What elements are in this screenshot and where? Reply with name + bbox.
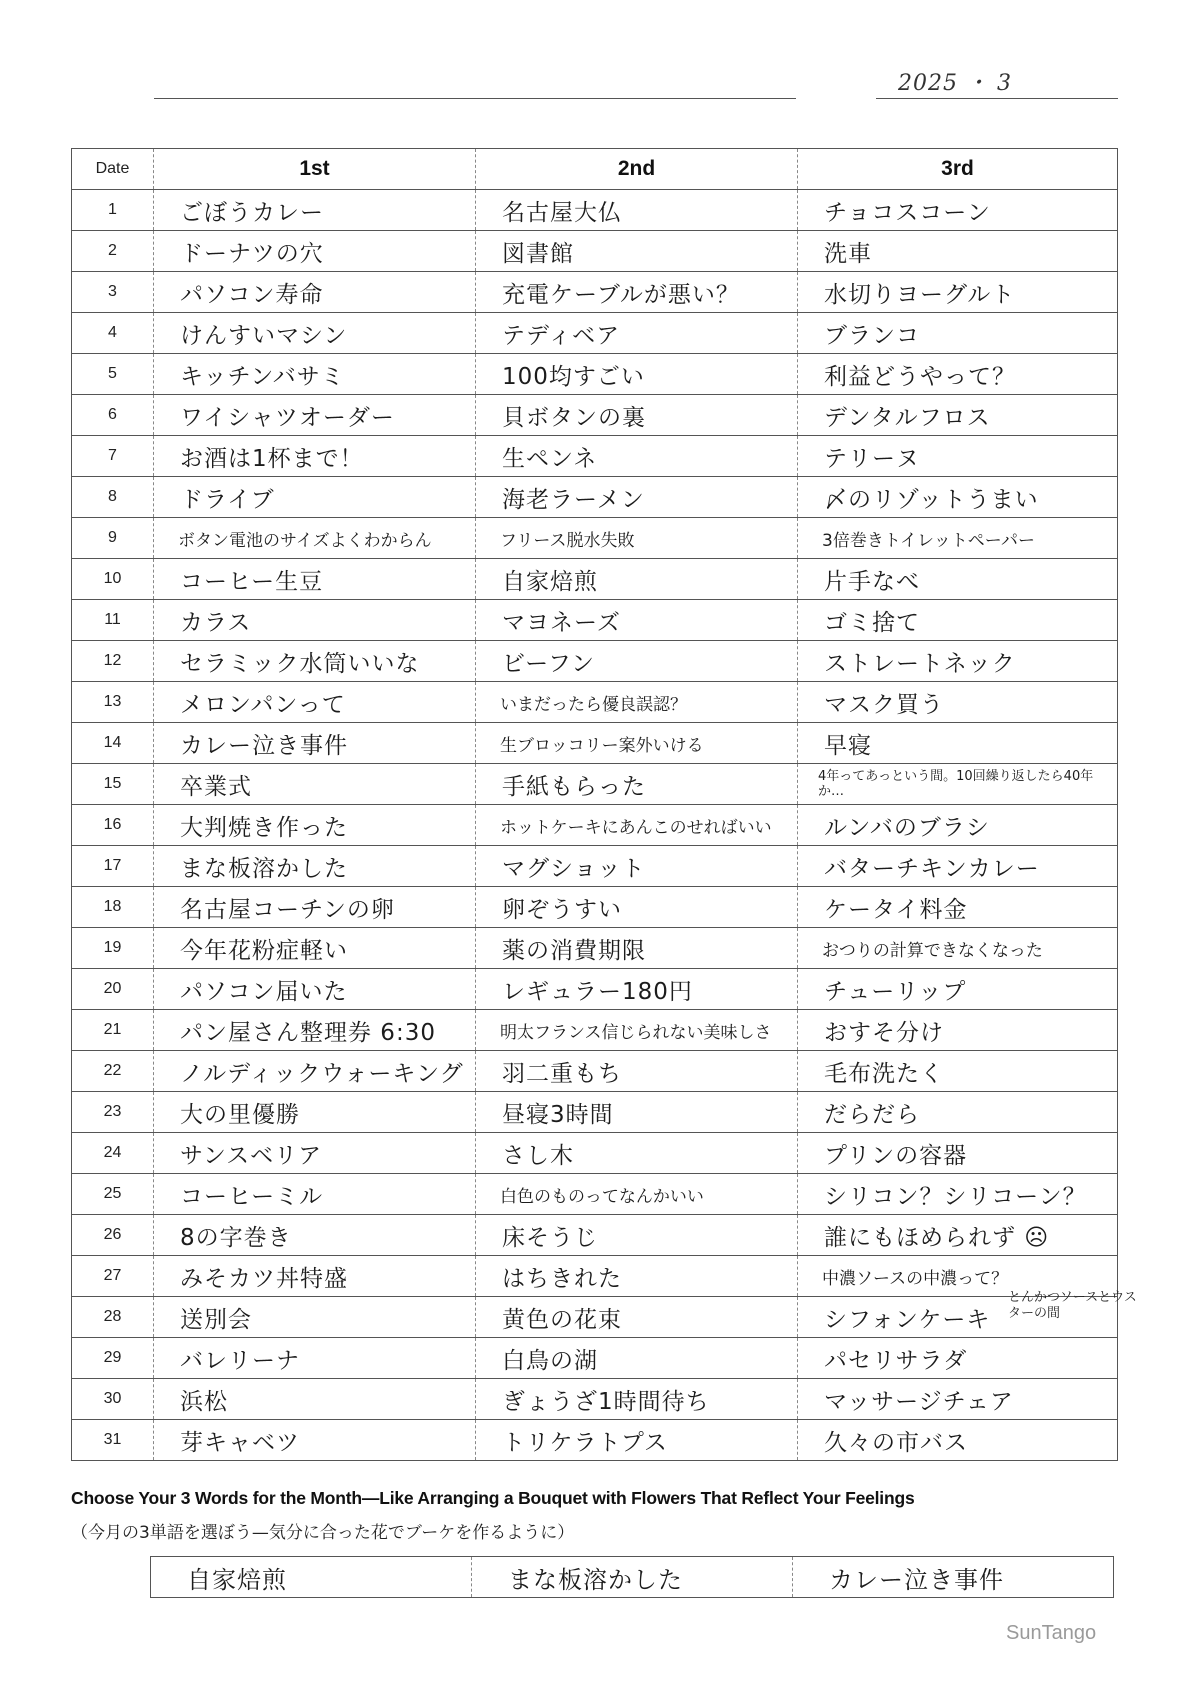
entry-1st[interactable]: パン屋さん整理券 6:30: [154, 1010, 476, 1051]
bouquet-title: Choose Your 3 Words for the Month—Like Arranging a Bouquet with Flowers That Reflect Your Feelings: [71, 1488, 915, 1508]
entry-1st[interactable]: 芽キャベツ: [154, 1420, 476, 1461]
date-cell: 31: [72, 1420, 154, 1461]
date-cell: 25: [72, 1174, 154, 1215]
date-cell: 16: [72, 805, 154, 846]
row-27-annotation: とんかつソースとウスターの間: [1008, 1290, 1137, 1321]
table-row: [72, 928, 1118, 969]
table-row: [72, 1051, 1118, 1092]
table-row: [72, 723, 1118, 764]
table-row: [72, 1379, 1118, 1420]
date-cell: 26: [72, 1215, 154, 1256]
column-header-2nd: 2nd: [476, 149, 798, 190]
date-cell: 29: [72, 1338, 154, 1379]
entry-2nd[interactable]: さし木: [476, 1133, 798, 1174]
entry-3rd[interactable]: マスク買う: [798, 682, 1118, 723]
table-row: [72, 190, 1118, 231]
column-header-3rd: 3rd: [798, 149, 1118, 190]
entry-3rd[interactable]: 水切りヨーグルト: [798, 272, 1118, 313]
column-header-date: Date: [72, 149, 154, 190]
entry-2nd[interactable]: 羽二重もち: [476, 1051, 798, 1092]
title-line: [154, 98, 796, 99]
entry-3rd[interactable]: 久々の市バス: [798, 1420, 1118, 1461]
entry-2nd[interactable]: 白色のものってなんかいい: [476, 1174, 798, 1215]
entry-2nd[interactable]: 床そうじ: [476, 1215, 798, 1256]
date-cell: 30: [72, 1379, 154, 1420]
entry-3rd[interactable]: 3倍巻きトイレットペーパー: [798, 518, 1118, 559]
entry-1st[interactable]: ドーナツの穴: [154, 231, 476, 272]
entry-1st[interactable]: ドライブ: [154, 477, 476, 518]
table-row: [72, 313, 1118, 354]
entry-3rd[interactable]: ストレートネック: [798, 641, 1118, 682]
entry-1st[interactable]: カラス: [154, 600, 476, 641]
entry-2nd[interactable]: レギュラー180円: [476, 969, 798, 1010]
entry-1st[interactable]: バレリーナ: [154, 1338, 476, 1379]
entry-1st[interactable]: コーヒーミル: [154, 1174, 476, 1215]
entry-1st[interactable]: コーヒー生豆: [154, 559, 476, 600]
entry-3rd[interactable]: 中濃ソースの中濃って？: [798, 1256, 1118, 1297]
entry-3rd[interactable]: シフォンケーキ: [798, 1297, 1118, 1338]
entry-2nd[interactable]: 生ブロッコリー案外いける: [476, 723, 798, 764]
entry-3rd[interactable]: おすそ分け: [798, 1010, 1118, 1051]
entry-3rd[interactable]: 〆のリゾットうまい: [798, 477, 1118, 518]
table-row: [72, 559, 1118, 600]
entry-1st[interactable]: 卒業式: [154, 764, 476, 805]
entry-1st[interactable]: みそカツ丼特盛: [154, 1256, 476, 1297]
entry-2nd[interactable]: はちきれた: [476, 1256, 798, 1297]
entry-1st[interactable]: 浜松: [154, 1379, 476, 1420]
entry-2nd[interactable]: テディベア: [476, 313, 798, 354]
bouquet-subtitle: （今月の3単語を選ぼう—気分に合った花でブーケを作るように）: [71, 1523, 575, 1543]
entry-1st[interactable]: 今年花粉症軽い: [154, 928, 476, 969]
entry-1st[interactable]: 大判焼き作った: [154, 805, 476, 846]
month-label: 2025 ・ 3: [898, 71, 1012, 96]
table-row: [72, 1133, 1118, 1174]
table-row: [72, 887, 1118, 928]
entry-1st[interactable]: まな板溶かした: [154, 846, 476, 887]
date-cell: 7: [72, 436, 154, 477]
entry-1st[interactable]: けんすいマシン: [154, 313, 476, 354]
date-cell: 1: [72, 190, 154, 231]
entry-2nd[interactable]: ビーフン: [476, 641, 798, 682]
entry-3rd[interactable]: テリーヌ: [798, 436, 1118, 477]
table-row: [72, 354, 1118, 395]
table-row: [72, 1338, 1118, 1379]
table-row: [72, 1420, 1118, 1461]
entry-1st[interactable]: お酒は1杯まで！: [154, 436, 476, 477]
date-cell: 15: [72, 764, 154, 805]
entry-1st[interactable]: ごぼうカレー: [154, 190, 476, 231]
table-row: [72, 518, 1118, 559]
table-row: [72, 1092, 1118, 1133]
entry-1st[interactable]: サンスベリア: [154, 1133, 476, 1174]
table-row: [72, 682, 1118, 723]
entry-2nd[interactable]: 充電ケーブルが悪い？: [476, 272, 798, 313]
table-row: [72, 1174, 1118, 1215]
entry-2nd[interactable]: 卵ぞうすい: [476, 887, 798, 928]
date-cell: 13: [72, 682, 154, 723]
entry-2nd[interactable]: ぎょうざ1時間待ち: [476, 1379, 798, 1420]
entry-3rd[interactable]: 早寝: [798, 723, 1118, 764]
date-cell: 12: [72, 641, 154, 682]
date-cell: 6: [72, 395, 154, 436]
date-cell: 27: [72, 1256, 154, 1297]
entry-2nd[interactable]: 白鳥の湖: [476, 1338, 798, 1379]
table-row: [72, 1215, 1118, 1256]
entry-2nd[interactable]: 薬の消費期限: [476, 928, 798, 969]
entry-1st[interactable]: ノルディックウォーキング: [154, 1051, 476, 1092]
table-row: [72, 395, 1118, 436]
entry-2nd[interactable]: 海老ラーメン: [476, 477, 798, 518]
entry-1st[interactable]: カレー泣き事件: [154, 723, 476, 764]
entry-2nd[interactable]: ホットケーキにあんこのせればいい: [476, 805, 798, 846]
entry-2nd[interactable]: 明太フランス信じられない美味しさ: [476, 1010, 798, 1051]
entry-2nd[interactable]: 貝ボタンの裏: [476, 395, 798, 436]
month-line: [876, 98, 1118, 99]
table-row: [72, 231, 1118, 272]
entry-3rd[interactable]: チョコスコーン: [798, 190, 1118, 231]
entry-3rd[interactable]: パセリサラダ: [798, 1338, 1118, 1379]
journal-body: [72, 190, 1118, 1461]
entry-1st[interactable]: 8の字巻き: [154, 1215, 476, 1256]
bouquet-words: [150, 1556, 1114, 1598]
entry-2nd[interactable]: マヨネーズ: [476, 600, 798, 641]
table-row: [72, 805, 1118, 846]
date-cell: 11: [72, 600, 154, 641]
entry-3rd[interactable]: デンタルフロス: [798, 395, 1118, 436]
entry-3rd[interactable]: 誰にもほめられず ☹: [798, 1215, 1118, 1256]
table-row: [72, 641, 1118, 682]
table-row: [72, 969, 1118, 1010]
entry-3rd[interactable]: ルンバのブラシ: [798, 805, 1118, 846]
entry-3rd[interactable]: ゴミ捨て: [798, 600, 1118, 641]
entry-2nd[interactable]: 自家焙煎: [476, 559, 798, 600]
entry-2nd[interactable]: マグショット: [476, 846, 798, 887]
entry-1st[interactable]: 大の里優勝: [154, 1092, 476, 1133]
brand-logo: SunTango: [1006, 1622, 1097, 1644]
entry-3rd[interactable]: 洗車: [798, 231, 1118, 272]
date-cell: 10: [72, 559, 154, 600]
entry-3rd[interactable]: 4年ってあっという間。10回繰り返したら40年か…: [798, 764, 1118, 805]
date-cell: 22: [72, 1051, 154, 1092]
date-cell: 14: [72, 723, 154, 764]
date-cell: 3: [72, 272, 154, 313]
entry-1st[interactable]: パソコン届いた: [154, 969, 476, 1010]
date-cell: 8: [72, 477, 154, 518]
entry-2nd[interactable]: フリース脱水失敗: [476, 518, 798, 559]
table-row: [72, 846, 1118, 887]
bouquet-word-1[interactable]: 自家焙煎: [187, 1565, 287, 1594]
journal-table: [71, 148, 1118, 1461]
entry-2nd[interactable]: いまだったら優良誤認？: [476, 682, 798, 723]
entry-1st[interactable]: 送別会: [154, 1297, 476, 1338]
table-row: [72, 436, 1118, 477]
bouquet-word-3[interactable]: カレー泣き事件: [792, 1557, 1113, 1597]
bouquet-word-2[interactable]: まな板溶かした: [471, 1557, 792, 1597]
date-cell: 24: [72, 1133, 154, 1174]
entry-1st[interactable]: 名古屋コーチンの卵: [154, 887, 476, 928]
entry-2nd[interactable]: 図書館: [476, 231, 798, 272]
entry-2nd[interactable]: 黄色の花束: [476, 1297, 798, 1338]
date-cell: 23: [72, 1092, 154, 1133]
table-row: [72, 1256, 1118, 1297]
entry-2nd[interactable]: 昼寝3時間: [476, 1092, 798, 1133]
table-header-row: [72, 149, 1118, 190]
entry-2nd[interactable]: トリケラトプス: [476, 1420, 798, 1461]
entry-3rd[interactable]: チューリップ: [798, 969, 1118, 1010]
entry-3rd[interactable]: バターチキンカレー: [798, 846, 1118, 887]
entry-2nd[interactable]: 100均すごい: [476, 354, 798, 395]
table-row: [72, 1010, 1118, 1051]
column-header-1st: 1st: [154, 149, 476, 190]
date-cell: 9: [72, 518, 154, 559]
entry-1st[interactable]: セラミック水筒いいな: [154, 641, 476, 682]
table-row: [72, 272, 1118, 313]
entry-3rd[interactable]: シリコン？シリコーン？: [798, 1174, 1118, 1215]
entry-3rd[interactable]: マッサージチェア: [798, 1379, 1118, 1420]
date-cell: 5: [72, 354, 154, 395]
entry-1st[interactable]: ボタン電池のサイズよくわからん: [154, 518, 476, 559]
table-row: [72, 1297, 1118, 1338]
date-cell: 28: [72, 1297, 154, 1338]
date-cell: 18: [72, 887, 154, 928]
entry-3rd[interactable]: だらだら: [798, 1092, 1118, 1133]
entry-1st[interactable]: ワイシャツオーダー: [154, 395, 476, 436]
date-cell: 17: [72, 846, 154, 887]
entry-3rd[interactable]: ブランコ: [798, 313, 1118, 354]
entry-3rd[interactable]: ケータイ料金: [798, 887, 1118, 928]
entry-2nd[interactable]: 手紙もらった: [476, 764, 798, 805]
date-cell: 4: [72, 313, 154, 354]
entry-3rd[interactable]: プリンの容器: [798, 1133, 1118, 1174]
table-row: [72, 764, 1118, 805]
entry-2nd[interactable]: 生ペンネ: [476, 436, 798, 477]
entry-1st[interactable]: メロンパンって: [154, 682, 476, 723]
date-cell: 21: [72, 1010, 154, 1051]
entry-1st[interactable]: キッチンバサミ: [154, 354, 476, 395]
entry-2nd[interactable]: 名古屋大仏: [476, 190, 798, 231]
entry-3rd[interactable]: おつりの計算できなくなった: [798, 928, 1118, 969]
entry-3rd[interactable]: 毛布洗たく: [798, 1051, 1118, 1092]
table-row: [72, 477, 1118, 518]
date-cell: 19: [72, 928, 154, 969]
table-row: [72, 600, 1118, 641]
entry-3rd[interactable]: 片手なべ: [798, 559, 1118, 600]
date-cell: 20: [72, 969, 154, 1010]
entry-1st[interactable]: パソコン寿命: [154, 272, 476, 313]
entry-3rd[interactable]: 利益どうやって？: [798, 354, 1118, 395]
date-cell: 2: [72, 231, 154, 272]
